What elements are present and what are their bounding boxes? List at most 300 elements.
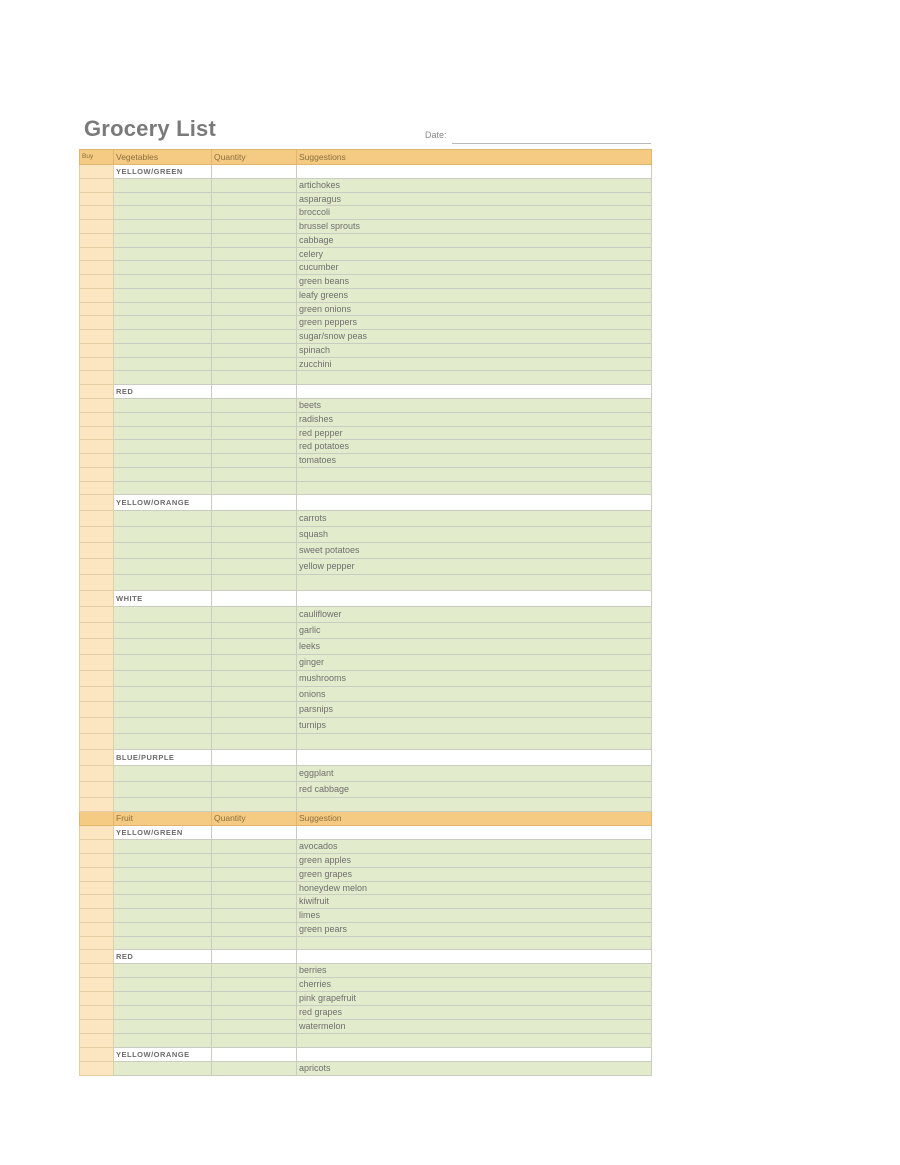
category-row	[80, 1048, 652, 1062]
table-row	[80, 261, 652, 275]
buy-checkbox-cell[interactable]	[80, 165, 114, 179]
quantity-cell[interactable]	[212, 1006, 297, 1020]
table-row	[80, 923, 652, 937]
table-row	[80, 248, 652, 261]
table-row	[80, 427, 652, 440]
buy-checkbox-cell[interactable]	[80, 1020, 114, 1034]
table-row	[80, 718, 652, 734]
buy-checkbox-cell[interactable]	[80, 782, 114, 798]
buy-checkbox-cell[interactable]	[80, 909, 114, 923]
buy-checkbox-cell[interactable]	[80, 639, 114, 655]
table-row	[80, 978, 652, 992]
suggestion-item: zucchini	[297, 358, 652, 371]
table-row	[80, 316, 652, 330]
quantity-cell[interactable]	[212, 591, 297, 607]
grocery-table-body	[80, 150, 652, 1076]
suggestion-item: garlic	[297, 623, 652, 639]
suggestion-item: green apples	[297, 854, 652, 868]
item-cell[interactable]	[114, 868, 212, 882]
item-cell[interactable]	[114, 234, 212, 248]
table-row	[80, 607, 652, 623]
item-cell[interactable]	[114, 734, 212, 750]
quantity-cell[interactable]	[212, 248, 297, 261]
item-cell[interactable]	[114, 937, 212, 950]
item-cell[interactable]	[114, 193, 212, 206]
buy-checkbox-cell[interactable]	[80, 1006, 114, 1020]
suggestion-item: celery	[297, 248, 652, 261]
table-row	[80, 413, 652, 427]
suggestion-item: eggplant	[297, 766, 652, 782]
blank-row	[80, 575, 652, 591]
suggestion-item: watermelon	[297, 1020, 652, 1034]
suggestion-item: turnips	[297, 718, 652, 734]
buy-checkbox-cell[interactable]	[80, 718, 114, 734]
item-cell[interactable]	[114, 854, 212, 868]
category-row	[80, 385, 652, 399]
quantity-cell[interactable]	[212, 454, 297, 468]
table-row	[80, 854, 652, 868]
quantity-cell[interactable]	[212, 826, 297, 840]
buy-checkbox-cell[interactable]	[80, 992, 114, 1006]
item-cell[interactable]	[114, 639, 212, 655]
item-cell[interactable]	[114, 179, 212, 193]
suggestion-item: tomatoes	[297, 454, 652, 468]
suggestion-item: green peppers	[297, 316, 652, 330]
quantity-cell[interactable]	[212, 559, 297, 575]
table-row	[80, 543, 652, 559]
quantity-cell[interactable]	[212, 220, 297, 234]
item-cell[interactable]	[114, 316, 212, 330]
item-cell[interactable]	[114, 575, 212, 591]
suggestion-cell	[297, 385, 652, 399]
buy-checkbox-cell[interactable]	[80, 923, 114, 937]
item-cell[interactable]	[114, 440, 212, 454]
table-row	[80, 511, 652, 527]
buy-checkbox-cell[interactable]	[80, 385, 114, 399]
quantity-cell[interactable]	[212, 482, 297, 495]
item-cell[interactable]	[114, 623, 212, 639]
suggestion-item: sugar/snow peas	[297, 330, 652, 344]
buy-checkbox-cell[interactable]	[80, 482, 114, 495]
table-row	[80, 782, 652, 798]
suggestion-item: yellow pepper	[297, 559, 652, 575]
quantity-cell[interactable]	[212, 607, 297, 623]
suggestion-item: parsnips	[297, 702, 652, 718]
item-cell[interactable]	[114, 358, 212, 371]
suggestion-cell[interactable]	[297, 734, 652, 750]
quantity-cell[interactable]	[212, 179, 297, 193]
quantity-cell[interactable]	[212, 316, 297, 330]
buy-checkbox-cell[interactable]	[80, 413, 114, 427]
quantity-cell[interactable]	[212, 1048, 297, 1062]
item-cell[interactable]	[114, 330, 212, 344]
buy-checkbox-cell[interactable]	[80, 766, 114, 782]
quantity-cell[interactable]	[212, 261, 297, 275]
buy-checkbox-cell[interactable]	[80, 559, 114, 575]
buy-checkbox-cell[interactable]	[80, 303, 114, 316]
suggestion-item: pink grapefruit	[297, 992, 652, 1006]
suggestion-item: red grapes	[297, 1006, 652, 1020]
quantity-cell[interactable]	[212, 840, 297, 854]
buy-checkbox-cell[interactable]	[80, 623, 114, 639]
table-row	[80, 440, 652, 454]
buy-checkbox-cell[interactable]	[80, 261, 114, 275]
item-cell[interactable]	[114, 261, 212, 275]
suggestion-item: red potatoes	[297, 440, 652, 454]
quantity-cell[interactable]	[212, 687, 297, 702]
quantity-cell[interactable]	[212, 798, 297, 812]
category-label: BLUE/PURPLE	[114, 750, 212, 766]
quantity-cell[interactable]	[212, 275, 297, 289]
category-row	[80, 495, 652, 511]
item-cell[interactable]	[114, 782, 212, 798]
suggestion-item: spinach	[297, 344, 652, 358]
item-cell[interactable]	[114, 1006, 212, 1020]
suggestion-cell	[297, 750, 652, 766]
buy-checkbox-cell[interactable]	[80, 607, 114, 623]
item-cell[interactable]	[114, 559, 212, 575]
quantity-cell[interactable]	[212, 358, 297, 371]
table-row	[80, 992, 652, 1006]
quantity-cell[interactable]	[212, 909, 297, 923]
item-cell[interactable]	[114, 607, 212, 623]
category-row	[80, 165, 652, 179]
buy-checkbox-cell[interactable]	[80, 468, 114, 482]
item-cell[interactable]	[114, 289, 212, 303]
category-label: YELLOW/GREEN	[114, 826, 212, 840]
suggestion-item: leeks	[297, 639, 652, 655]
suggestion-column-header: Suggestions	[297, 150, 652, 165]
item-cell[interactable]	[114, 371, 212, 385]
table-header-row	[80, 150, 652, 165]
item-cell[interactable]	[114, 671, 212, 687]
table-row	[80, 179, 652, 193]
item-cell[interactable]	[114, 923, 212, 937]
table-row	[80, 868, 652, 882]
quantity-cell[interactable]	[212, 543, 297, 559]
table-row	[80, 399, 652, 413]
quantity-cell[interactable]	[212, 399, 297, 413]
suggestion-item: avocados	[297, 840, 652, 854]
buy-checkbox-cell[interactable]	[80, 575, 114, 591]
table-header-row	[80, 812, 652, 826]
quantity-cell[interactable]	[212, 495, 297, 511]
suggestion-item: onions	[297, 687, 652, 702]
buy-checkbox-cell[interactable]	[80, 371, 114, 385]
item-cell[interactable]	[114, 1034, 212, 1048]
suggestion-column-header: Suggestion	[297, 812, 652, 826]
item-cell[interactable]	[114, 1020, 212, 1034]
item-cell[interactable]	[114, 766, 212, 782]
buy-checkbox-cell[interactable]	[80, 591, 114, 607]
item-cell[interactable]	[114, 511, 212, 527]
buy-checkbox-cell[interactable]	[80, 868, 114, 882]
buy-checkbox-cell[interactable]	[80, 671, 114, 687]
quantity-cell[interactable]	[212, 623, 297, 639]
item-cell[interactable]	[114, 248, 212, 261]
quantity-cell[interactable]	[212, 882, 297, 895]
quantity-cell[interactable]	[212, 702, 297, 718]
quantity-cell[interactable]	[212, 1062, 297, 1076]
buy-checkbox-cell[interactable]	[80, 248, 114, 261]
buy-checkbox-cell[interactable]	[80, 344, 114, 358]
buy-checkbox-cell[interactable]	[80, 193, 114, 206]
suggestion-item: red cabbage	[297, 782, 652, 798]
buy-checkbox-cell[interactable]	[80, 206, 114, 220]
buy-checkbox-cell[interactable]	[80, 964, 114, 978]
table-row	[80, 559, 652, 575]
quantity-cell[interactable]	[212, 734, 297, 750]
date-label: Date:	[425, 130, 447, 140]
buy-checkbox-cell[interactable]	[80, 220, 114, 234]
suggestion-cell[interactable]	[297, 798, 652, 812]
buy-checkbox-cell[interactable]	[80, 840, 114, 854]
buy-checkbox-cell[interactable]	[80, 275, 114, 289]
item-cell[interactable]	[114, 220, 212, 234]
suggestion-item: ginger	[297, 655, 652, 671]
category-label: RED	[114, 950, 212, 964]
quantity-cell[interactable]	[212, 1034, 297, 1048]
item-cell[interactable]	[114, 482, 212, 495]
item-cell[interactable]	[114, 344, 212, 358]
item-cell[interactable]	[114, 206, 212, 220]
item-cell[interactable]	[114, 840, 212, 854]
suggestion-item: asparagus	[297, 193, 652, 206]
buy-checkbox-cell[interactable]	[80, 854, 114, 868]
quantity-cell[interactable]	[212, 718, 297, 734]
quantity-cell[interactable]	[212, 950, 297, 964]
item-cell[interactable]	[114, 909, 212, 923]
suggestion-item: broccoli	[297, 206, 652, 220]
quantity-cell[interactable]	[212, 854, 297, 868]
buy-checkbox-cell[interactable]	[80, 495, 114, 511]
table-row	[80, 275, 652, 289]
quantity-cell[interactable]	[212, 344, 297, 358]
buy-checkbox-cell[interactable]	[80, 234, 114, 248]
blank-row	[80, 734, 652, 750]
quantity-cell[interactable]	[212, 895, 297, 909]
item-cell[interactable]	[114, 702, 212, 718]
category-column-header: Vegetables	[114, 150, 212, 165]
suggestion-item: leafy greens	[297, 289, 652, 303]
quantity-cell[interactable]	[212, 413, 297, 427]
buy-checkbox-cell[interactable]	[80, 399, 114, 413]
table-row	[80, 454, 652, 468]
quantity-cell[interactable]	[212, 289, 297, 303]
buy-column-header	[80, 812, 114, 826]
table-row	[80, 358, 652, 371]
suggestion-item: green pears	[297, 923, 652, 937]
suggestion-item: green grapes	[297, 868, 652, 882]
buy-checkbox-cell[interactable]	[80, 427, 114, 440]
buy-checkbox-cell[interactable]	[80, 179, 114, 193]
item-cell[interactable]	[114, 718, 212, 734]
category-row	[80, 950, 652, 964]
suggestion-item: cauliflower	[297, 607, 652, 623]
item-cell[interactable]	[114, 454, 212, 468]
suggestion-item: sweet potatoes	[297, 543, 652, 559]
suggestion-item: beets	[297, 399, 652, 413]
quantity-cell[interactable]	[212, 303, 297, 316]
suggestion-cell	[297, 826, 652, 840]
quantity-cell[interactable]	[212, 511, 297, 527]
item-cell[interactable]	[114, 687, 212, 702]
quantity-cell[interactable]	[212, 427, 297, 440]
buy-checkbox-cell[interactable]	[80, 895, 114, 909]
suggestion-cell[interactable]	[297, 1034, 652, 1048]
suggestion-cell[interactable]	[297, 575, 652, 591]
table-row	[80, 1020, 652, 1034]
suggestion-cell	[297, 591, 652, 607]
item-cell[interactable]	[114, 468, 212, 482]
category-column-header: Fruit	[114, 812, 212, 826]
buy-checkbox-cell[interactable]	[80, 978, 114, 992]
table-row	[80, 527, 652, 543]
quantity-cell[interactable]	[212, 992, 297, 1006]
table-row	[80, 193, 652, 206]
suggestion-item: green onions	[297, 303, 652, 316]
item-cell[interactable]	[114, 655, 212, 671]
quantity-column-header: Quantity	[212, 812, 297, 826]
quantity-cell[interactable]	[212, 330, 297, 344]
quantity-cell[interactable]	[212, 527, 297, 543]
category-label: RED	[114, 385, 212, 399]
buy-checkbox-cell[interactable]	[80, 289, 114, 303]
table-row	[80, 882, 652, 895]
buy-checkbox-cell[interactable]	[80, 527, 114, 543]
table-row	[80, 840, 652, 854]
item-cell[interactable]	[114, 964, 212, 978]
quantity-cell[interactable]	[212, 385, 297, 399]
date-field[interactable]	[452, 143, 651, 144]
quantity-cell[interactable]	[212, 1020, 297, 1034]
quantity-cell[interactable]	[212, 923, 297, 937]
suggestion-item: berries	[297, 964, 652, 978]
buy-checkbox-cell[interactable]	[80, 798, 114, 812]
quantity-cell[interactable]	[212, 671, 297, 687]
suggestion-item: squash	[297, 527, 652, 543]
blank-row	[80, 371, 652, 385]
quantity-column-header: Quantity	[212, 150, 297, 165]
item-cell[interactable]	[114, 427, 212, 440]
buy-checkbox-cell[interactable]	[80, 702, 114, 718]
suggestion-cell	[297, 495, 652, 511]
item-cell[interactable]	[114, 413, 212, 427]
table-row	[80, 964, 652, 978]
item-cell[interactable]	[114, 992, 212, 1006]
suggestion-cell	[297, 950, 652, 964]
table-row	[80, 220, 652, 234]
item-cell[interactable]	[114, 978, 212, 992]
category-label: WHITE	[114, 591, 212, 607]
buy-checkbox-cell[interactable]	[80, 454, 114, 468]
blank-row	[80, 482, 652, 495]
quantity-cell[interactable]	[212, 868, 297, 882]
blank-row	[80, 1034, 652, 1048]
suggestion-cell[interactable]	[297, 937, 652, 950]
quantity-cell[interactable]	[212, 766, 297, 782]
suggestion-cell[interactable]	[297, 371, 652, 385]
quantity-cell[interactable]	[212, 639, 297, 655]
buy-checkbox-cell[interactable]	[80, 1062, 114, 1076]
suggestion-cell[interactable]	[297, 468, 652, 482]
item-cell[interactable]	[114, 275, 212, 289]
buy-checkbox-cell[interactable]	[80, 750, 114, 766]
item-cell[interactable]	[114, 543, 212, 559]
buy-checkbox-cell[interactable]	[80, 687, 114, 702]
suggestion-item: brussel sprouts	[297, 220, 652, 234]
item-cell[interactable]	[114, 399, 212, 413]
quantity-cell[interactable]	[212, 468, 297, 482]
quantity-cell[interactable]	[212, 440, 297, 454]
buy-checkbox-cell[interactable]	[80, 316, 114, 330]
buy-checkbox-cell[interactable]	[80, 1048, 114, 1062]
suggestion-item: honeydew melon	[297, 882, 652, 895]
suggestion-cell[interactable]	[297, 482, 652, 495]
table-row	[80, 639, 652, 655]
suggestion-item: radishes	[297, 413, 652, 427]
suggestion-item: cherries	[297, 978, 652, 992]
quantity-cell[interactable]	[212, 371, 297, 385]
table-row	[80, 895, 652, 909]
buy-checkbox-cell[interactable]	[80, 882, 114, 895]
buy-checkbox-cell[interactable]	[80, 358, 114, 371]
quantity-cell[interactable]	[212, 937, 297, 950]
suggestion-item: carrots	[297, 511, 652, 527]
item-cell[interactable]	[114, 882, 212, 895]
quantity-cell[interactable]	[212, 234, 297, 248]
table-row	[80, 206, 652, 220]
buy-checkbox-cell[interactable]	[80, 543, 114, 559]
buy-checkbox-cell[interactable]	[80, 826, 114, 840]
category-row	[80, 591, 652, 607]
buy-checkbox-cell[interactable]	[80, 734, 114, 750]
buy-checkbox-cell[interactable]	[80, 655, 114, 671]
quantity-cell[interactable]	[212, 193, 297, 206]
suggestion-cell	[297, 165, 652, 179]
blank-row	[80, 468, 652, 482]
item-cell[interactable]	[114, 303, 212, 316]
item-cell[interactable]	[114, 798, 212, 812]
suggestion-item: green beans	[297, 275, 652, 289]
buy-column-header: Buy	[80, 150, 114, 165]
quantity-cell[interactable]	[212, 575, 297, 591]
buy-checkbox-cell[interactable]	[80, 1034, 114, 1048]
buy-checkbox-cell[interactable]	[80, 440, 114, 454]
quantity-cell[interactable]	[212, 782, 297, 798]
quantity-cell[interactable]	[212, 750, 297, 766]
item-cell[interactable]	[114, 895, 212, 909]
suggestion-item: artichokes	[297, 179, 652, 193]
quantity-cell[interactable]	[212, 964, 297, 978]
buy-checkbox-cell[interactable]	[80, 330, 114, 344]
blank-row	[80, 937, 652, 950]
item-cell[interactable]	[114, 1062, 212, 1076]
category-row	[80, 826, 652, 840]
quantity-cell[interactable]	[212, 978, 297, 992]
buy-checkbox-cell[interactable]	[80, 937, 114, 950]
table-row	[80, 909, 652, 923]
quantity-cell[interactable]	[212, 165, 297, 179]
category-label: YELLOW/ORANGE	[114, 495, 212, 511]
buy-checkbox-cell[interactable]	[80, 950, 114, 964]
buy-checkbox-cell[interactable]	[80, 511, 114, 527]
quantity-cell[interactable]	[212, 655, 297, 671]
table-row	[80, 671, 652, 687]
item-cell[interactable]	[114, 527, 212, 543]
suggestion-item: cabbage	[297, 234, 652, 248]
quantity-cell[interactable]	[212, 206, 297, 220]
